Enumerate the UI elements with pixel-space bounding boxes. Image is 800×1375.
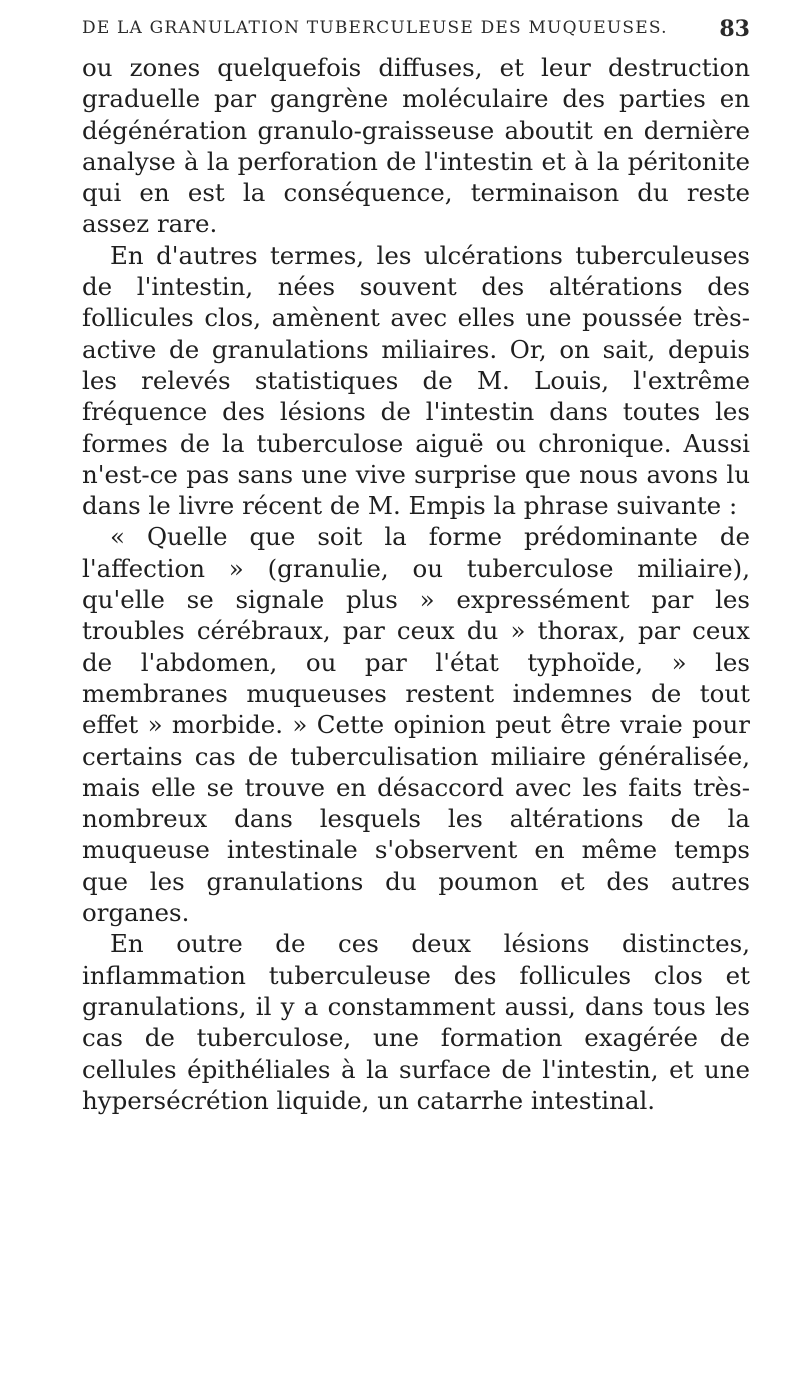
body-text [82, 52, 750, 1116]
paragraph-epithelial: En outre de ces deux lésions distinctes, inflammation tuberculeuse des follicules clos et granulations, il y a constamment aussi, dans tous les cas de tuberculose, une formation exagérée de cellules épithéliales à la surface de l'intestin, et une hypersécrétion liquide, un catarrhe intestinal. [82, 929, 750, 1115]
running-title: DE LA GRANULATION TUBERCULEUSE DES MUQUEUSES. [82, 18, 668, 38]
paragraph-quotation: « Quelle que soit la forme prédominante de l'affection » (granulie, ou tuberculose miliaire), qu'elle se signale plus » expressément par les troubles cérébraux, par ceux du » thorax, par ceux de l'abdomen, ou par l'état typhoïde, » les membranes muqueuses restent indemnes de tout effet » morbide. » Cette opinion peut être vraie pour certains cas de tuberculisation miliaire généralisée, mais elle se trouve en désaccord avec les faits très-nombreux dans lesquels les altérations de la muqueuse intestinale s'observent en même temps que les granulations du poumon et des autres organes. [82, 522, 750, 928]
page-number: 83 [719, 16, 750, 42]
paragraph-ulcerations: En d'autres termes, les ulcérations tuberculeuses de l'intestin, nées souvent des altérations des follicules clos, amènent avec elles une poussée très-active de granulations miliaires. Or, on sait, depuis les relevés statistiques de M. Louis, l'extrême fréquence des lésions de l'intestin dans toutes les formes de la tuberculose aiguë ou chronique. Aussi n'est-ce pas sans une vive surprise que nous avons lu dans le livre récent de M. Empis la phrase suivante : [82, 240, 750, 521]
running-header [82, 18, 750, 48]
paragraph-continuation: ou zones quelquefois diffuses, et leur destruction graduelle par gangrène moléculaire des parties en dégénération granulo-graisseuse aboutit en dernière analyse à la perforation de l'intestin et à la péritonite qui en est la conséquence, terminaison du reste assez rare. [82, 53, 750, 239]
